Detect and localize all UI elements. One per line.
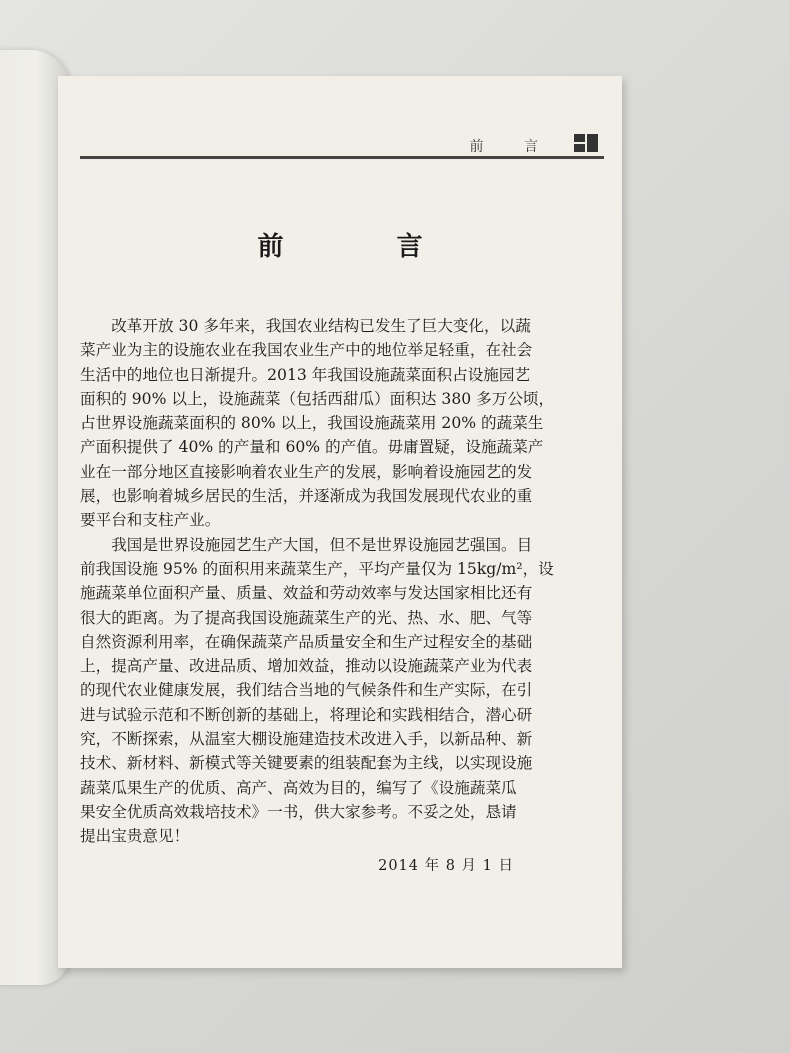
text-line: 面积的 90% 以上，设施蔬菜（包括西甜瓜）面积达 380 多万公顷， (80, 389, 555, 408)
text-line: 业在一部分地区直接影响着农业生产的发展，影响着设施园艺的发 (80, 462, 533, 481)
text-line: 上，提高产量、改进品质、增加效益，推动以设施蔬菜产业为代表 (80, 657, 533, 676)
paragraph-2 (80, 533, 574, 849)
text-line: 的现代农业健康发展，我们结合当地的气候条件和生产实际，在引 (80, 681, 533, 700)
text-line: 改革开放 30 多年来，我国农业结构已发生了巨大变化，以蔬 (80, 317, 531, 335)
page-title: 前 言 (257, 232, 475, 262)
text-line: 菜产业为主的设施农业在我国农业生产中的地位举足轻重，在社会 (80, 341, 533, 360)
text-line: 果安全优质高效栽培技术》一书，供大家参考。不妥之处，恳请 (80, 802, 517, 821)
text-line: 占世界设施蔬菜面积的 80% 以上，我国设施蔬菜用 20% 的蔬菜生 (80, 414, 544, 433)
text-line: 施蔬菜单位面积产量、质量、效益和劳动效率与发达国家相比还有 (80, 584, 533, 603)
signature-date: 2014 年 8 月 1 日 (378, 858, 514, 874)
text-line: 生活中的地位也日渐提升。2013 年我国设施蔬菜面积占设施园艺 (80, 365, 531, 384)
text-line: 我国是世界设施园艺生产大国，但不是世界设施园艺强国。目 (80, 535, 533, 554)
header-rule (80, 156, 604, 159)
body-text (80, 314, 574, 849)
text-line: 提出宝贵意见！ (80, 827, 190, 846)
text-line: 要平台和支柱产业。 (80, 511, 221, 530)
running-header-title: 前 言 (469, 139, 556, 155)
text-line: 展，也影响着城乡居民的生活，并逐渐成为我国发展现代农业的重 (80, 487, 533, 506)
text-line: 前我国设施 95% 的面积用来蔬菜生产，平均产量仅为 15kg/m²，设 (80, 559, 554, 578)
text-line: 很大的距离。为了提高我国设施蔬菜生产的光、热、水、肥、气等 (80, 608, 533, 627)
text-line: 蔬菜瓜果生产的优质、高产、高效为目的，编写了《设施蔬菜瓜 (80, 778, 517, 797)
paragraph-1 (80, 314, 574, 533)
text-line: 技术、新材料、新模式等关键要素的组装配套为主线，以实现设施 (80, 754, 533, 773)
book-page (58, 76, 622, 968)
text-line: 进与试验示范和不断创新的基础上，将理论和实践相结合，潜心研 (80, 705, 533, 724)
text-line: 究，不断探索，从温室大棚设施建造技术改进入手，以新品种、新 (80, 730, 533, 749)
running-header (80, 134, 604, 158)
text-line: 产面积提供了 40% 的产量和 60% 的产值。毋庸置疑，设施蔬菜产 (80, 438, 544, 457)
text-line: 自然资源利用率，在确保蔬菜产品质量安全和生产过程安全的基础 (80, 632, 533, 651)
header-ornament-icon (574, 134, 598, 152)
